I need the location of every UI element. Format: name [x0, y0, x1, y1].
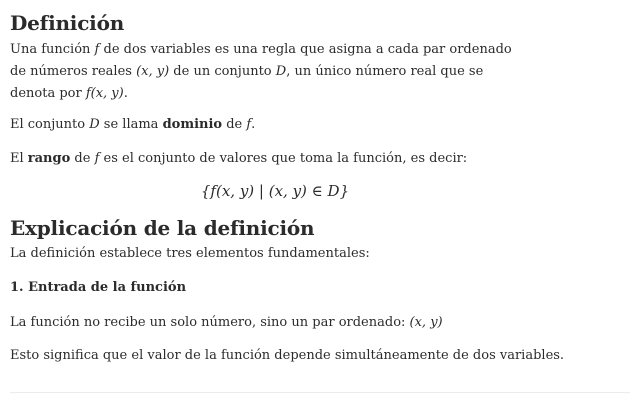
intro-paragraph: La definición establece tres elementos fundamentales: [10, 246, 370, 261]
term-dominio: dominio [162, 117, 223, 132]
text: de [70, 151, 95, 166]
heading-explicacion: Explicación de la definición [10, 216, 315, 240]
subheading-entrada: 1. Entrada de la función [10, 280, 187, 295]
math-f: f [246, 117, 252, 132]
input-paragraph [10, 312, 443, 334]
range-paragraph [10, 148, 467, 170]
math-fxy: f(x, y) [85, 86, 124, 101]
text: Una función [10, 42, 95, 57]
text: El [10, 151, 28, 166]
text: . [123, 86, 128, 101]
text: es el conjunto de valores que toma la función, es decir: [99, 151, 468, 166]
text: , un único número real que se denota por [10, 64, 484, 101]
math-xy: (x, y) [409, 315, 443, 330]
text: . [251, 117, 256, 132]
definition-paragraph [10, 39, 520, 105]
math-xy: (x, y) [136, 64, 170, 79]
math-f: f [94, 42, 100, 57]
math-D: D [89, 117, 100, 132]
text: de dos variables es una regla que asigna a cada par ordenado de números reales [10, 42, 512, 79]
text: de un conjunto [169, 64, 276, 79]
meaning-paragraph: Esto significa que el valor de la función depende simultáneamente de dos variables. [10, 348, 565, 363]
domain-paragraph [10, 114, 255, 136]
range-formula: {f(x, y) | (x, y) ∈ D} [200, 182, 350, 200]
math-f: f [94, 151, 100, 166]
text: El conjunto [10, 117, 90, 132]
heading-definicion: Definición [10, 11, 125, 35]
math-D: D [275, 64, 287, 79]
divider [10, 392, 630, 393]
term-rango: rango [27, 151, 71, 166]
text: se llama [99, 117, 163, 132]
text: La función no recibe un solo número, sino un par ordenado: [10, 315, 410, 330]
text: de [222, 117, 247, 132]
